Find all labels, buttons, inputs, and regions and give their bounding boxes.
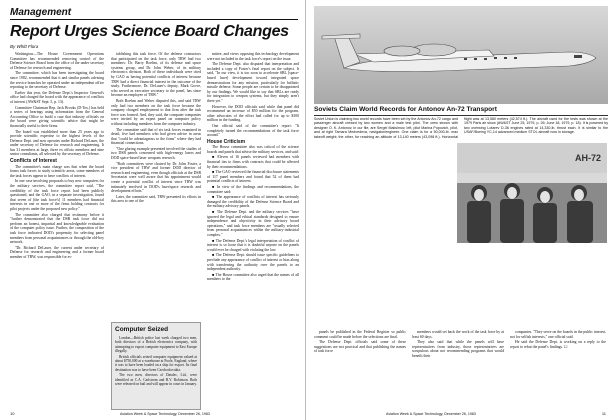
paragraph: ■ The House committee also urged that the names of all members to the <box>207 272 299 282</box>
subhead-conflicts: Conflicts of Interest <box>10 158 57 165</box>
subhead-house: House Criticism <box>207 138 246 145</box>
paragraph: They also said that while the panels will have representatives from industry, those representatives are scrupulous about not recommending programs that would benefit their <box>412 340 504 358</box>
tail-code: AH-72 <box>574 153 601 163</box>
page-footer: Aviation Week & Space Technology, December 26, 1983 <box>120 412 210 416</box>
paragraph: ■ The appearance of conflicts of interest has seriously damaged the credibility of the Defense Science Board and the military advisory panels. <box>207 195 299 209</box>
paragraph: The committee's main charge was that when the board forms task forces to study scientific areas, some members of the task forces appear to have conflicts of interest. <box>10 164 104 178</box>
column-c <box>510 330 606 390</box>
paragraph: ■ The Defense Dept.'s legal interpretation of conflict of interest is so loose that it is doubtful anyone on the panels would ever be charged with violating the law. <box>207 238 299 252</box>
byline: By Whitt Flora <box>10 44 39 49</box>
paragraph: Washington—The House Government Operations Committee has recommended removing control of the Defense Science Board from the office of the under secretary of Defense for research and engineering. <box>10 52 104 70</box>
paragraph: Both Boehm and Weber disputed this, and said TRW only had two members on the task force because the company charged employment to that firm after the task force was formed. And, they said, the computer companies were invited by an expert panel on computer policy without including members from the computer industry. <box>111 98 201 126</box>
paragraph: ■ The Defense Dept. and the military services "have ignored the legal and ethical standards designed to ensure independence and objectivity in their advisory board operations," and task force members are "usually selected from personal acquaintances within the military-industrial complex." <box>207 210 299 237</box>
paragraph: ■ In view of the findings and recommendations, the committee said: <box>207 185 299 194</box>
paragraph: "Both committees were chaired by Dr. John Foster, a vice president of TRW and former DOD director of research and engineering, even though officials at the DSB Secretariat were well aware that his appointment would create a potential conflict of interest since TRW was intimately involved in DOD's laser/space research and development efforts." <box>111 161 201 194</box>
paragraph: One official said of the committee's report: "It completely turned the recommendations of the task force around." <box>207 123 299 138</box>
paragraph: mittee, and views opposing this technology development were not included in the task force's report on the issue. <box>207 52 299 61</box>
paragraph: "Dr. Richard DeLauer, the current under secretary of Defense for research and engineering and a former board member of TRW, was responsible for es- <box>10 245 104 259</box>
paragraph: "One glaring example presented involved the studies of two DSB panels concerned with high-energy lasers and DOD space-based laser weapons research. <box>111 146 201 161</box>
photo-caption-title: Soviets Claim World Records for Antonov An-72 Transport <box>314 106 608 116</box>
paragraph: members would set back the work of the task force by at least 60 days. <box>412 330 504 339</box>
column-1 <box>10 52 104 410</box>
paragraph: The committee also charged that testimony before it "further demonstrated that the DSB task force did not perform an honest, impartial and knowledgeable evaluation of the computer policy issue. Further, the composition of the task force indicated DOD's propensity for selecting panel members from personal acquaintances or through the old-boy network. <box>10 212 104 245</box>
paragraph: Earlier this year, the Defense Dept.'s Inspector General's office had charged the board with the appearance of conflicts of interest (AW&ST Sept. 5, p. 13). <box>10 90 104 104</box>
article-headline: Report Urges Science Board Changes <box>10 23 289 40</box>
aircraft-photo <box>314 6 608 104</box>
column-b <box>412 330 504 390</box>
paragraph: However, the DOD officials said while that panel did recommend an increase of $50 million for the program, other advocates of the effort had called for up to $300 million in the funding. <box>207 104 299 123</box>
column-2 <box>111 8 201 318</box>
sidebar-title: Computer Seized <box>115 326 169 333</box>
paragraph: The committee, which has been investigating the board since 1982, recommended that it and similar panels advising the service branches be operated under an independent office reporting to the secretary of Defense. <box>10 71 104 90</box>
paragraph: In one case involving proposals to buy new computers for the military services, the committee report said, "The credibility of the task force report had been publicly questioned, and the GAO, in a separate investigation, found that seven of [the task force's] 11 members had financial interests in one or more of the firms holding contracts for pilot projects under the proposed new policy." <box>10 179 104 211</box>
sidebar-paragraph: The two men, directors of Datalec, Ltd., were identified as C.A. Carlstrom and B.V. Robinson. Both were released on bail and will appear in court in January. <box>115 373 197 387</box>
paragraph: panels be published in the Federal Register so public comment could be made before the selections are final. <box>314 330 406 339</box>
page-number: 11 <box>601 411 606 416</box>
paragraph: ■ The GAO reviewed the financial disclosure statements of 117 panel members and found that 52 of them had potential conflicts of interest. <box>207 170 299 184</box>
column-a <box>314 330 406 390</box>
paragraph: The Defense Dept. also disputed that interpretation and included a copy of Foster's final report on the subject. It said, "In our view, it is too soon to accelerate SBL [space-based laser] development toward integrated space demonstrations for any mission, particularly for ballistic missile defense. Some people are certain to be disappointed by our findings. We would like to say that SBLs are ready for integration to weapon systems, but they simply aren't there yet." <box>207 62 299 103</box>
section-label: Management <box>10 7 72 18</box>
paragraph: ■ The Defense Dept. should issue specific guidelines to preclude any appearance of conflict of interest or bias along with transferring the authority over the panels to an independent authority. <box>207 253 299 272</box>
paragraph: ■ Eleven of 16 panels reviewed had members with financial ties to firms with contracts that could be affected by their recommendations. <box>207 155 299 169</box>
right-page <box>306 0 614 420</box>
paragraph: companies. "They serve on the boards in the public interest, not for selfish interests," one official said. <box>510 330 606 339</box>
paragraph: The House committee also was critical of the science boards and panels that advise the military services, and said: <box>207 145 299 154</box>
left-page <box>0 0 306 420</box>
paragraph: The committee said that of six task forces examined in detail, five had members who had given advice in areas that "could be advantageous to the firms" where they had financial connections. <box>111 127 201 146</box>
sidebar-box <box>111 322 201 410</box>
paragraph: The board was established more than 25 years ago to provide scientific expertise to the highest levels of the Defense Dept. and now operates under Richard DeLauer, the under secretary of Defense for research and engineering. It has 31 members at large, three ex officio members and nine senior consultants, all selected by the secretary of Defense. <box>10 129 104 157</box>
paragraph: The Defense Dept. officials said some of these suggestions are not practical and that publishing the names of task force <box>314 340 406 354</box>
sidebar-paragraph: British officials seized computer equipment valued at about $750,000 at a warehouse at Poole, England, where it was to have been loaded on a ship for export. Its final destination was to have been Czechoslovakia. <box>115 354 197 372</box>
paragraph: Later, the committee said, TRW presented its efforts in this area to one of the <box>111 194 201 204</box>
paragraph: Committee Chairman Rep. Jack Brooks (D-Tex.) has held a series of hearings using information from the General Accounting Office to build a case that industry officials on the board were giving scientific advice that might be financially useful to their firms. <box>10 105 104 128</box>
sidebar-paragraph: London—British police last week charged two men, both directors of a British electronics company, with attempting to export computer equipment to East Europe illegally. <box>115 336 197 354</box>
paragraph: tablishing this task force. Of the defense contractors that participated on the task force, only TRW had two members: Dr. Barry Boehm, of its defense and space systems group, and Dr. John Weber, of its military electronics division. Both of these individuals were cited by GAO as having potential conflicts of interest because TRW had a direct financial interest in the outcome of the study. Furthermore, Dr. DeLauer's deputy, Mark Grove, who served as executive secretary to the panel, has since become an employee of TRW." <box>111 52 201 98</box>
paragraph: He said the Defense Dept. is working on a reply to the report to rebut the panel's findings. ☐ <box>510 340 606 349</box>
crew-photo <box>457 143 607 243</box>
photo-caption-text: Soviet Union is claiming two world records have been set by the Antonov An-72 cargo and passenger aircraft crewed by two women and a male test pilot. The crew shown with designer O. K. Antonov, in our file, are Sergei Maksimov, left, pilot Marina Popovich, pilot, and at right Tamara Medvedeva, navigator/engineer. One claim is for a 50,000-lb. max takeoff weight; the other, for reaching an altitude of 13,140 meters (43,098 ft.). Horizontal flight was at 13,580 meters (42,574 ft.). The aircraft used for the tests was shown at the 1979 Paris air show (AW&ST June 25, 1979, p. 26; June 18, 1979, p. 18). It is powered by two overwing Lotarev D-36 engines rated at 14,330-lb. thrust each. It is similar to the USAF/Boeing YC-14 advanced medium STOL aircraft now in storage. <box>314 117 608 139</box>
column-3 <box>207 52 299 410</box>
page-number: 10 <box>10 411 15 416</box>
page-footer: Aviation Week & Space Technology, December 26, 1983 <box>386 412 476 416</box>
